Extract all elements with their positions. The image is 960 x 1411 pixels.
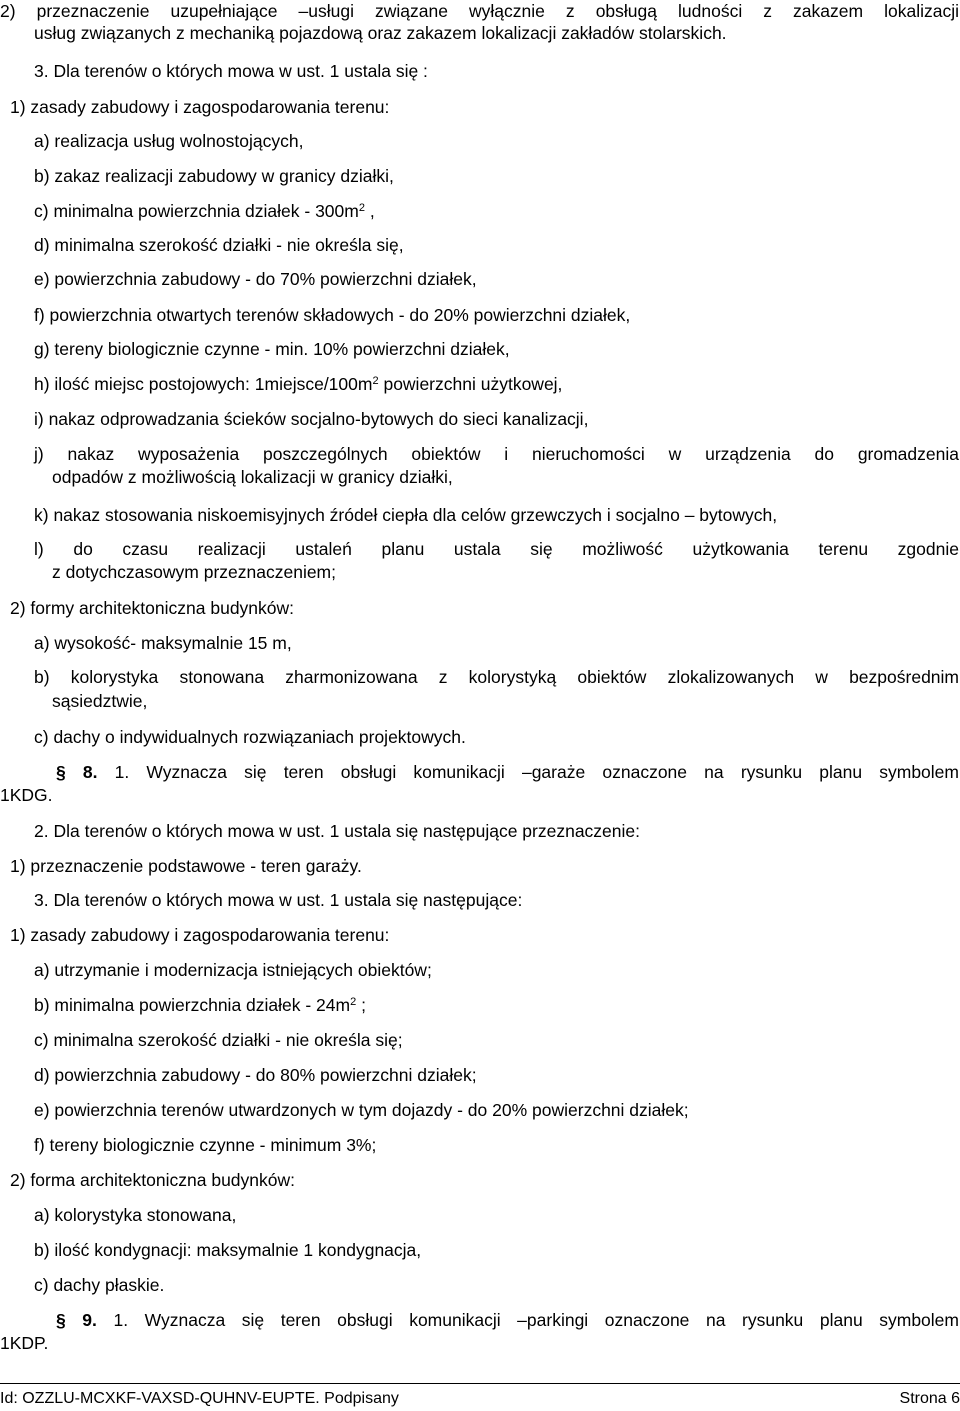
list-item: a) utrzymanie i modernizacja istniejących obiektów; (34, 960, 432, 980)
list-item-text: h) ilość miejsc postojowych: 1miejsce/100m (34, 374, 373, 394)
superscript: 2 (350, 996, 357, 1008)
list-item: b) zakaz realizacji zabudowy w granicy działki, (34, 166, 394, 186)
list-item: d) powierzchnia zabudowy - do 80% powierzchni działek; (34, 1065, 477, 1085)
list-item (34, 200, 375, 222)
paragraph-line: 2) przeznaczenie uzupełniające –usługi związane wyłącznie z obsługą ludności z zakazem lokalizacji (0, 1, 959, 21)
list-item-text: , (364, 201, 375, 221)
paragraph-text: 1. Wyznacza się teren obsługi komunikacji –parkingi oznaczone na rysunku planu symbolem (96, 1310, 959, 1330)
paragraph-text: 1. Wyznacza się teren obsługi komunikacji –garaże oznaczone na rysunku planu symbolem (97, 762, 959, 782)
list-item: 1) zasady zabudowy i zagospodarowania terenu: (10, 97, 390, 117)
list-item: 2) formy architektoniczna budynków: (10, 598, 295, 618)
list-item: g) tereny biologicznie czynne - min. 10% powierzchni działek, (34, 339, 510, 359)
paragraph-line: 3. Dla terenów o których mowa w ust. 1 ustala się następujące: (34, 890, 523, 910)
list-item: c) dachy płaskie. (34, 1275, 165, 1295)
list-item: e) powierzchnia zabudowy - do 70% powierzchni działek, (34, 269, 477, 289)
list-item (34, 994, 366, 1016)
list-item: b) kolorystyka stonowana zharmonizowana z kolorystyką obiektów zlokalizowanych w bezpośrednim (34, 667, 959, 687)
list-item: i) nakaz odprowadzania ścieków socjalno-bytowych do sieci kanalizacji, (34, 409, 589, 429)
section-number: § 8. (56, 762, 98, 782)
list-item: a) kolorystyka stonowana, (34, 1205, 237, 1225)
paragraph-section-8 (56, 761, 959, 783)
paragraph-line: usług związanych z mechaniką pojazdową oraz zakazem lokalizacji zakładów stolarskich. (34, 23, 727, 43)
list-item: b) ilość kondygnacji: maksymalnie 1 kondygnacja, (34, 1240, 422, 1260)
page-number: Strona 6 (899, 1390, 960, 1407)
list-item-continuation: z dotychczasowym przeznaczeniem; (52, 562, 336, 582)
list-item: j) nakaz wyposażenia poszczególnych obiektów i nieruchomości w urządzenia do gromadzenia (34, 444, 959, 464)
list-item-text: ; (356, 995, 366, 1015)
list-item-continuation: odpadów z możliwością lokalizacji w granicy działki, (52, 467, 453, 487)
list-item: a) wysokość- maksymalnie 15 m, (34, 633, 292, 653)
list-item-text: c) minimalna powierzchnia działek - 300m (34, 201, 359, 221)
list-item-text: powierzchni użytkowej, (378, 374, 563, 394)
list-item: l) do czasu realizacji ustaleń planu ustala się możliwość użytkowania terenu zgodnie (34, 539, 959, 559)
section-heading: 3. Dla terenów o których mowa w ust. 1 ustala się : (34, 61, 428, 81)
list-item: f) powierzchnia otwartych terenów składowych - do 20% powierzchni działek, (34, 305, 631, 325)
paragraph-section-9 (56, 1309, 959, 1331)
paragraph-line: 1KDP. (0, 1333, 49, 1353)
list-item: c) minimalna szerokość działki - nie określa się; (34, 1030, 403, 1050)
list-item: c) dachy o indywidualnych rozwiązaniach projektowych. (34, 727, 466, 747)
list-item: k) nakaz stosowania niskoemisyjnych źródeł ciepła dla celów grzewczych i socjalno – bytowych, (34, 505, 778, 525)
document-id: Id: OZZLU-MCXKF-VAXSD-QUHNV-EUPTE. Podpisany (0, 1390, 399, 1407)
paragraph-line: 1KDG. (0, 785, 53, 805)
list-item: 1) przeznaczenie podstawowe - teren garaży. (10, 856, 362, 876)
list-item-continuation: sąsiedztwie, (52, 691, 148, 711)
section-number: § 9. (56, 1310, 97, 1330)
list-item: 1) zasady zabudowy i zagospodarowania terenu: (10, 925, 390, 945)
list-item: a) realizacja usług wolnostojących, (34, 131, 304, 151)
list-item: f) tereny biologicznie czynne - minimum 3%; (34, 1135, 377, 1155)
paragraph-line: 2. Dla terenów o których mowa w ust. 1 ustala się następujące przeznaczenie: (34, 821, 641, 841)
list-item: e) powierzchnia terenów utwardzonych w tym dojazdy - do 20% powierzchni działek; (34, 1100, 689, 1120)
superscript: 2 (372, 375, 379, 387)
footer-divider (0, 1383, 960, 1384)
superscript: 2 (358, 202, 365, 214)
list-item-text: b) minimalna powierzchnia działek - 24m (34, 995, 351, 1015)
page-footer (0, 1388, 960, 1410)
list-item (34, 373, 562, 395)
list-item: 2) forma architektoniczna budynków: (10, 1170, 295, 1190)
list-item: d) minimalna szerokość działki - nie określa się, (34, 235, 404, 255)
